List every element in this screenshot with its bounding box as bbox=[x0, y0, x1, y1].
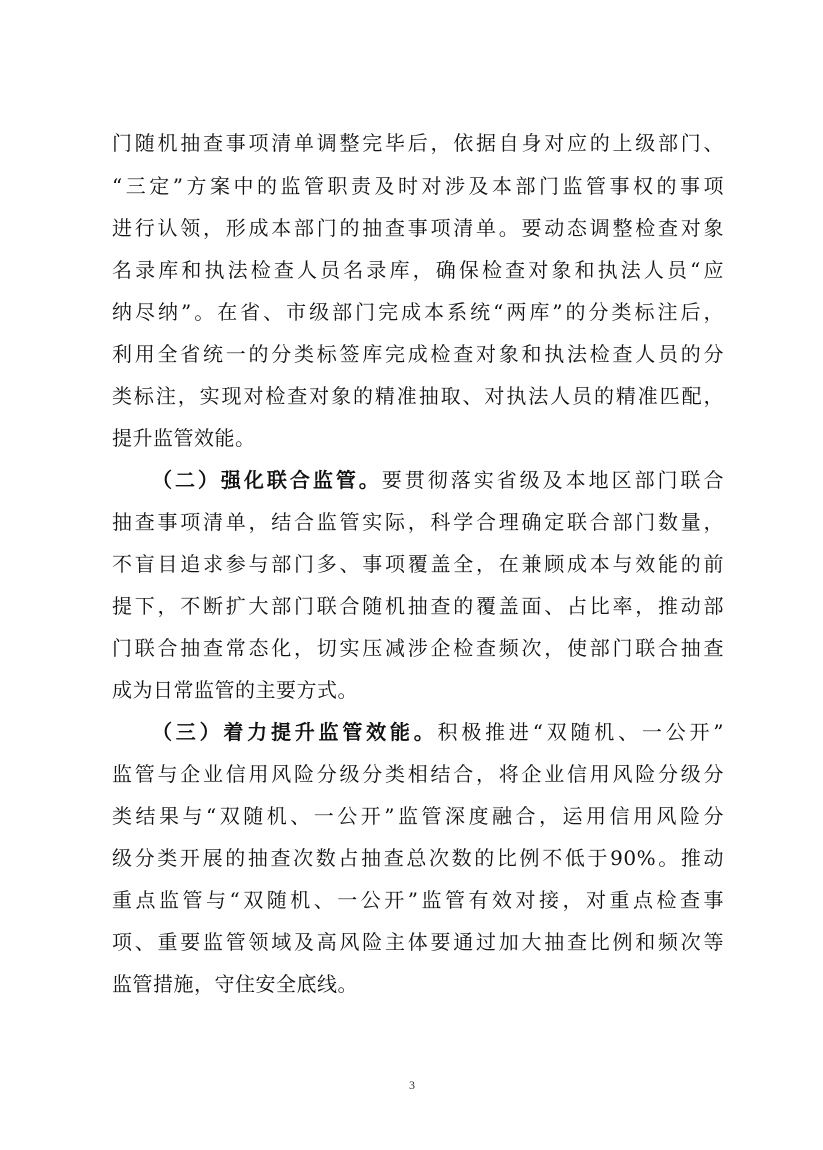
body-text-line: 监管与企业信用风险分级分类相结合，将企业信用风险分级分 bbox=[112, 762, 724, 786]
body-text-line: 名录库和执法检查人员名录库，确保检查对象和执法人员“应 bbox=[112, 258, 724, 282]
body-text-line: 提下，不断扩大部门联合随机抽查的覆盖面、占比率，推动部 bbox=[112, 594, 724, 618]
section-first-line-text: 要贯彻落实省级及本地区部门联合 bbox=[381, 468, 725, 492]
page-number: 3 bbox=[409, 1078, 415, 1092]
body-text-line: 抽查事项清单，结合监管实际，科学合理确定联合部门数量， bbox=[112, 510, 724, 534]
section-heading: （三）着力提升监管效能。 bbox=[152, 720, 438, 744]
body-text-line: 进行认领，形成本部门的抽查事项清单。要动态调整检查对象 bbox=[112, 216, 724, 240]
section-first-line-text: 积极推进“双随机、一公开” bbox=[437, 720, 725, 744]
body-text-line: 纳尽纳”。在省、市级部门完成本系统“两库”的分类标注后， bbox=[112, 300, 724, 324]
section-heading: （二）强化联合监管。 bbox=[152, 468, 382, 492]
body-text-line: 类结果与“双随机、一公开”监管深度融合，运用信用风险分 bbox=[112, 804, 724, 828]
body-text-line: 不盲目追求参与部门多、事项覆盖全，在兼顾成本与效能的前 bbox=[112, 552, 724, 576]
body-text-line: 门随机抽查事项清单调整完毕后，依据自身对应的上级部门、 bbox=[112, 131, 724, 155]
body-text-line: 重点监管与“双随机、一公开”监管有效对接，对重点检查事 bbox=[112, 888, 724, 912]
section-first-line bbox=[152, 467, 724, 493]
body-text-line: “三定”方案中的监管职责及时对涉及本部门监管事权的事项 bbox=[112, 174, 724, 198]
body-text-line: 监管措施，守住安全底线。 bbox=[112, 972, 358, 996]
body-text-line: 成为日常监管的主要方式。 bbox=[112, 678, 358, 702]
section-first-line bbox=[152, 719, 724, 745]
body-text-line: 类标注，实现对检查对象的精准抽取、对执法人员的精准匹配， bbox=[112, 384, 724, 408]
body-text-line: 门联合抽查常态化，切实压减涉企检查频次，使部门联合抽查 bbox=[112, 636, 724, 660]
body-text-line: 项、重要监管领域及高风险主体要通过加大抽查比例和频次等 bbox=[112, 930, 724, 954]
body-text-line: 利用全省统一的分类标签库完成检查对象和执法检查人员的分 bbox=[112, 342, 724, 366]
body-text-line: 级分类开展的抽查次数占抽查总次数的比例不低于90%。推动 bbox=[112, 846, 724, 870]
body-text-line: 提升监管效能。 bbox=[112, 426, 256, 450]
